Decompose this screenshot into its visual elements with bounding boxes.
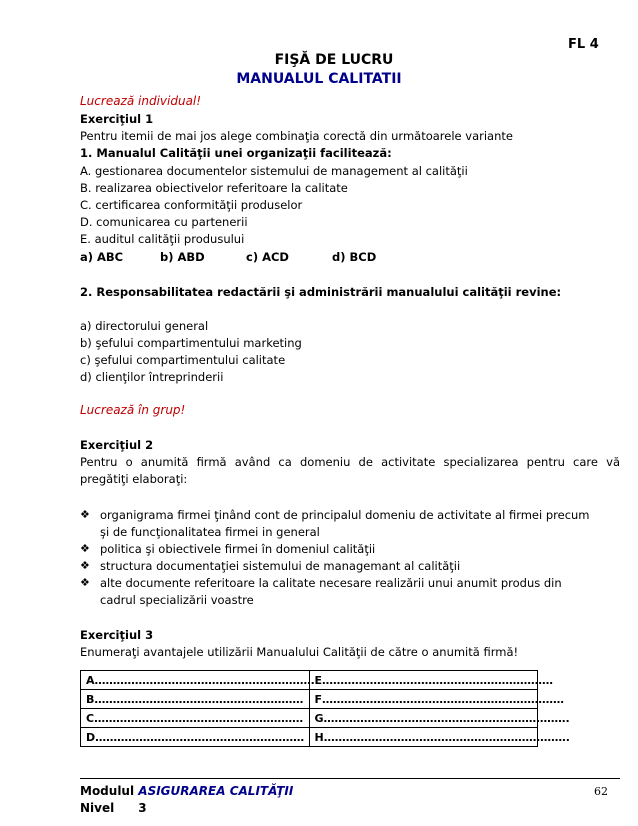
option: d) BCD	[332, 250, 377, 264]
level-value: 3	[138, 801, 147, 815]
answer-cell[interactable]: H………………………………………………………….	[309, 728, 538, 747]
option: b) ABD	[160, 250, 205, 264]
list-item: b) şefului compartimentului marketing	[80, 336, 302, 350]
list-item: E. auditul calităţii produsului	[80, 232, 245, 246]
group-work-label: Lucrează în grup!	[80, 403, 186, 417]
question-2: 2. Responsabilitatea redactării şi administrării manualului calităţii revine:	[80, 285, 562, 299]
page-number: 62	[594, 785, 608, 798]
bullet-text: organigrama firmei ţinând cont de principalul domeniu de activitate al firmei precum	[100, 508, 590, 522]
option: c) ACD	[246, 250, 289, 264]
question-1: 1. Manualul Calităţii unei organizaţii facilitează:	[80, 146, 392, 160]
diamond-bullet-icon: ❖	[80, 508, 90, 521]
answer-table	[80, 670, 570, 747]
bullet-text: politica şi obiectivele firmei în domeniul calităţii	[100, 542, 376, 556]
footer-level	[80, 801, 147, 815]
exercise-2-heading: Exerciţiul 2	[80, 438, 154, 452]
bullet-text: şi de funcţionalitatea firmei in general	[100, 525, 320, 539]
table-row	[81, 671, 538, 690]
answer-cell[interactable]: E………………………………………………………	[309, 671, 538, 690]
table-row	[81, 709, 538, 728]
exercise-2-text-cont: pregătiţi elaboraţi:	[80, 472, 188, 486]
sheet-code: FL 4	[568, 37, 599, 52]
footer-module	[80, 784, 293, 798]
answer-options	[80, 250, 376, 264]
exercise-2-text: Pentru o anumită firmă având ca domeniu de activitate specializarea pentru care vă	[80, 455, 620, 469]
list-item: B. realizarea obiectivelor referitoare la calitate	[80, 181, 348, 195]
exercise-1-instruction: Pentru itemii de mai jos alege combinaţia corectă din următoarele variante	[80, 129, 513, 143]
bullet-text: alte documente referitoare la calitate necesare realizării unui anumit produs din	[100, 576, 562, 590]
bullet-text: structura documentaţiei sistemului de managemant al calităţii	[100, 559, 461, 573]
diamond-bullet-icon: ❖	[80, 542, 90, 555]
individual-work-label: Lucrează individual!	[80, 94, 202, 108]
table-row	[81, 728, 538, 747]
list-item: C. certificarea conformităţii produselor	[80, 198, 303, 212]
footer-divider	[80, 778, 620, 779]
module-label: Modulul	[80, 784, 135, 798]
list-item: c) şefului compartimentului calitate	[80, 353, 286, 367]
page-title: FIŞĂ DE LUCRU	[274, 52, 394, 68]
bullet-text: cadrul specializării voastre	[100, 593, 254, 607]
table-row	[81, 690, 538, 709]
list-item: d) clienţilor întreprinderii	[80, 370, 224, 384]
list-item: a) directorului general	[80, 319, 209, 333]
page-subtitle: MANUALUL CALITATII	[236, 71, 402, 87]
diamond-bullet-icon: ❖	[80, 576, 90, 589]
answer-cell[interactable]: D…………………………………………………	[81, 728, 310, 747]
answer-cell[interactable]: B…………………………………………………	[81, 690, 310, 709]
option: a) ABC	[80, 250, 124, 264]
level-label: Nivel	[80, 801, 115, 815]
list-item: D. comunicarea cu partenerii	[80, 215, 248, 229]
exercise-3-instruction: Enumeraţi avantajele utilizării Manualului Calităţii de către o anumită firmă!	[80, 645, 519, 659]
answer-cell[interactable]: F…………………………………………………………	[309, 690, 538, 709]
exercise-3-heading: Exerciţiul 3	[80, 628, 154, 642]
module-name: ASIGURAREA CALITĂŢII	[138, 784, 294, 798]
list-item: A. gestionarea documentelor sistemului de management al calităţii	[80, 164, 468, 178]
answer-cell[interactable]: A…………………………………………………….	[81, 671, 310, 690]
exercise-1-heading: Exerciţiul 1	[80, 112, 154, 126]
diamond-bullet-icon: ❖	[80, 559, 90, 572]
answer-cell[interactable]: C…………………………………………………	[81, 709, 310, 728]
answer-cell[interactable]: G………………………………………………………….	[309, 709, 538, 728]
